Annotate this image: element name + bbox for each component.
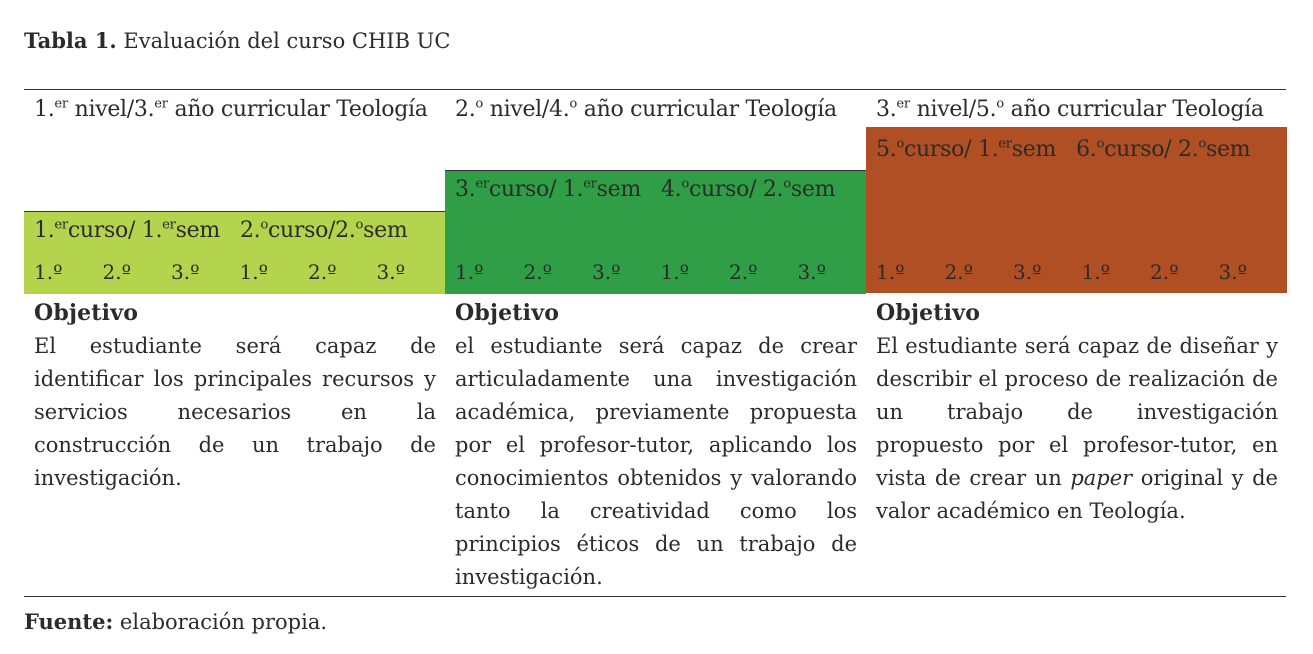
evaluation-numbers xyxy=(876,260,1287,284)
eval-number: 3.º xyxy=(1218,260,1247,284)
eval-number: 2.º xyxy=(1150,260,1179,284)
objective-text: El estudiante será capaz de identificar los principales recursos y servicios necesarios en la construcción de un trabajo de investigación. xyxy=(34,334,436,490)
level-heading: 3.$^{er}$ nivel/5.$^o$ año curricular Teología xyxy=(876,96,1264,122)
eval-number: 2.º xyxy=(944,260,973,284)
eval-number: 3.º xyxy=(376,260,405,284)
semester-b: 4.$^o$curso/ 2.$^o$sem xyxy=(660,176,836,202)
eval-number: 2.º xyxy=(308,260,337,284)
eval-number: 3.º xyxy=(171,260,200,284)
eval-number: 2.º xyxy=(102,260,131,284)
level-heading: 1.$^{er}$ nivel/3.$^{er}$ año curricular Teología xyxy=(34,96,428,122)
eval-number: 3.º xyxy=(592,260,621,284)
evaluation-numbers xyxy=(34,260,445,284)
eval-number: 2.º xyxy=(523,260,552,284)
eval-number: 3.º xyxy=(1013,260,1042,284)
evaluation-numbers xyxy=(455,260,866,284)
eval-number: 3.º xyxy=(797,260,826,284)
table-title-text: Evaluación del curso CHIB UC xyxy=(116,29,451,53)
eval-number: 1.º xyxy=(1081,260,1110,284)
semester-b: 2.$^o$curso/2.$^o$sem xyxy=(239,217,408,243)
semester-b: 6.$^o$curso/ 2.$^o$sem xyxy=(1076,136,1251,162)
semester-row xyxy=(876,137,1250,162)
table-source xyxy=(24,609,327,634)
objective-heading: Objetivo xyxy=(34,300,139,326)
eval-number: 1.º xyxy=(34,260,63,284)
semester-a: 3.$^{er}$curso/ 1.$^{er}$sem xyxy=(455,176,641,202)
semester-row xyxy=(455,177,835,202)
eval-number: 2.º xyxy=(729,260,758,284)
table-title xyxy=(24,28,450,53)
objective-heading: Objetivo xyxy=(455,300,560,326)
level-heading: 2.$^o$ nivel/4.$^o$ año curricular Teología xyxy=(455,96,837,122)
eval-number: 1.º xyxy=(239,260,268,284)
eval-number: 1.º xyxy=(660,260,689,284)
source-text: elaboración propia. xyxy=(113,610,328,634)
objective-text: El estudiante será capaz de diseñar y describir el proceso de realización de un trabajo de investigación propuesto por el profesor-tutor, en vista de crear un paper original y de valor académico en Teología. xyxy=(876,334,1278,523)
top-rule xyxy=(24,89,1286,90)
eval-number: 1.º xyxy=(876,260,905,284)
objective-heading: Objetivo xyxy=(876,300,981,326)
semester-row xyxy=(34,218,407,243)
eval-number: 1.º xyxy=(455,260,484,284)
bottom-rule xyxy=(24,596,1286,597)
table-title-label: Tabla 1. xyxy=(24,28,117,53)
semester-a: 1.$^{er}$curso/ 1.$^{er}$sem xyxy=(34,217,220,243)
source-label: Fuente: xyxy=(24,609,114,634)
semester-a: 5.$^o$curso/ 1.$^{er}$sem xyxy=(876,136,1057,162)
objective-text: el estudiante será capaz de crear articuladamente una investigación académica, previamente propuesta por el profesor-tutor, aplicando los conocimientos obtenidos y valorando tanto la creatividad como los principios éticos de un trabajo de investigación. xyxy=(455,334,857,589)
